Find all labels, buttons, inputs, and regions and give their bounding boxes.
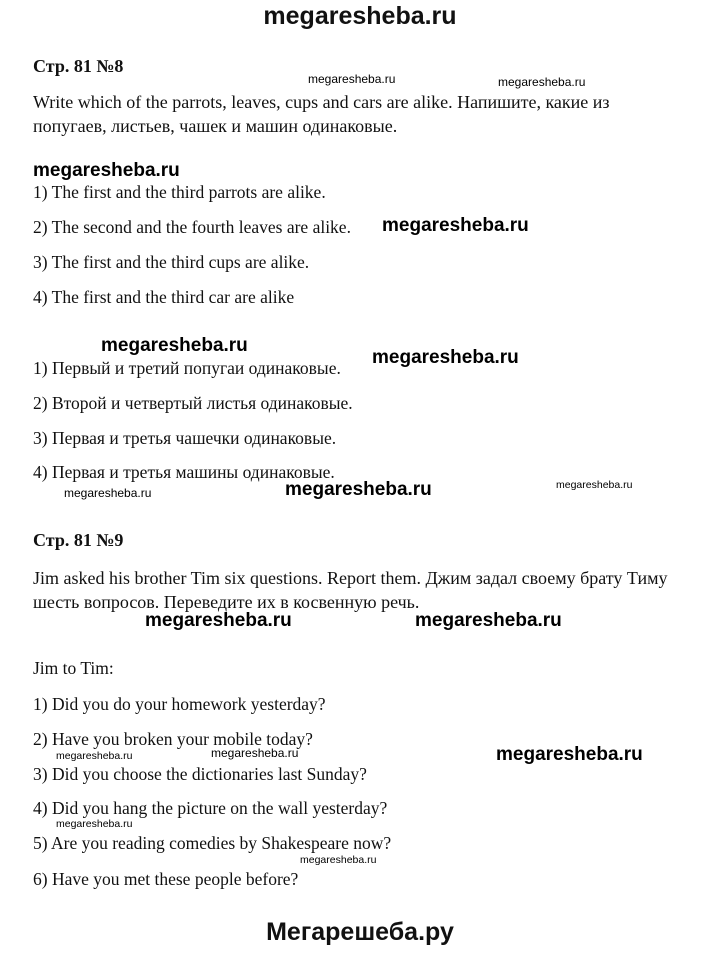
answer-en-4: 4) The first and the third car are alike [33,287,295,307]
question-2: 2) Have you broken your mobile today? [33,729,313,749]
question-4: 4) Did you hang the picture on the wall yesterday? [33,798,388,818]
watermark: megaresheba.ru [496,744,643,765]
site-header: megaresheba.ru [263,2,457,30]
answer-ru-3: 3) Первая и третья чашечки одинаковые. [33,428,337,448]
watermark: megaresheba.ru [101,335,248,356]
question-6: 6) Have you met these people before? [33,869,299,889]
watermark: megaresheba.ru [285,479,432,500]
watermark: megaresheba.ru [64,486,152,500]
site-footer: Мегарешеба.ру [266,918,454,946]
watermark: megaresheba.ru [211,746,299,760]
answer-en-3: 3) The first and the third cups are alike. [33,252,310,272]
answer-ru-1: 1) Первый и третий попугаи одинаковые. [33,358,341,378]
watermark: megaresheba.ru [56,750,133,762]
exercise-8-instruction: Write which of the parrots, leaves, cups and cars are alike. Напишите, какие из попугаев, листьев, чашек и машин одинаковые. [33,92,610,136]
answer-ru-2: 2) Второй и четвертый листья одинаковые. [33,393,353,413]
watermark: megaresheba.ru [556,479,633,491]
watermark: megaresheba.ru [308,72,396,86]
question-1: 1) Did you do your homework yesterday? [33,694,326,714]
watermark: megaresheba.ru [33,160,180,181]
watermark: megaresheba.ru [300,854,377,866]
exercise-8-heading: Стр. 81 №8 [33,56,124,76]
watermark: megaresheba.ru [56,818,133,830]
watermark: megaresheba.ru [415,610,562,631]
watermark: megaresheba.ru [145,610,292,631]
exercise-9-heading: Стр. 81 №9 [33,530,124,550]
question-3: 3) Did you choose the dictionaries last Sunday? [33,764,367,784]
answer-en-1: 1) The first and the third parrots are alike. [33,182,326,202]
exercise-9-intro: Jim to Tim: [33,658,114,678]
watermark: megaresheba.ru [382,215,529,236]
exercise-9-instruction: Jim asked his brother Tim six questions. Report them. Джим задал своему брату Тиму шесть вопросов. Переведите их в косвенную речь. [33,568,668,612]
answer-en-2: 2) The second and the fourth leaves are alike. [33,217,351,237]
watermark: megaresheba.ru [498,75,586,89]
question-5: 5) Are you reading comedies by Shakespeare now? [33,833,392,853]
watermark: megaresheba.ru [372,347,519,368]
answer-ru-4: 4) Первая и третья машины одинаковые. [33,462,335,482]
